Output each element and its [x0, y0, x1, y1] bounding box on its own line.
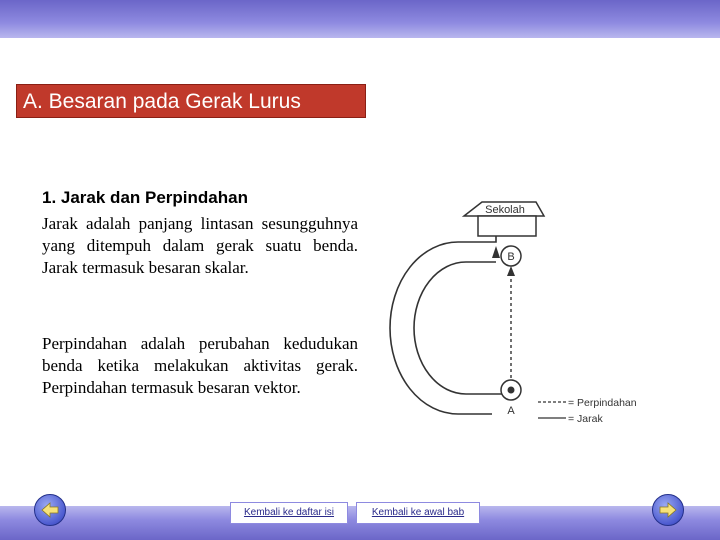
point-a-label: A [507, 405, 515, 417]
arrow-left-icon [40, 500, 60, 520]
section-title: A. Besaran pada Gerak Lurus [16, 84, 366, 118]
previous-slide-button[interactable] [34, 494, 66, 526]
top-header-band [0, 0, 720, 38]
paragraph-jarak: Jarak adalah panjang lintasan sesungguhnya yang ditempuh dalam gerak suatu benda. Jarak termasuk besaran skalar. [42, 214, 358, 277]
back-to-chapter-start-link[interactable]: Kembali ke awal bab [356, 502, 480, 524]
distance-displacement-diagram [388, 182, 678, 430]
arrow-right-icon [658, 500, 678, 520]
subtitle: 1. Jarak dan Perpindahan [42, 188, 248, 207]
paragraph-perpindahan: Perpindahan adalah perubahan kedudukan benda ketika melakukan aktivitas gerak. Perpindahan termasuk besaran vektor. [42, 334, 358, 397]
point-b-label: B [507, 251, 515, 263]
distance-path-inner [414, 262, 508, 394]
next-slide-button[interactable] [652, 494, 684, 526]
school-label: Sekolah [485, 204, 525, 216]
displacement-arrow-icon [507, 266, 515, 276]
legend-displacement: = Perpindahan [568, 397, 637, 409]
arrow-head-icon [492, 246, 500, 258]
back-to-toc-link[interactable]: Kembali ke daftar isi [230, 502, 348, 524]
legend-distance: = Jarak [568, 413, 603, 425]
point-a-dot [508, 387, 515, 394]
